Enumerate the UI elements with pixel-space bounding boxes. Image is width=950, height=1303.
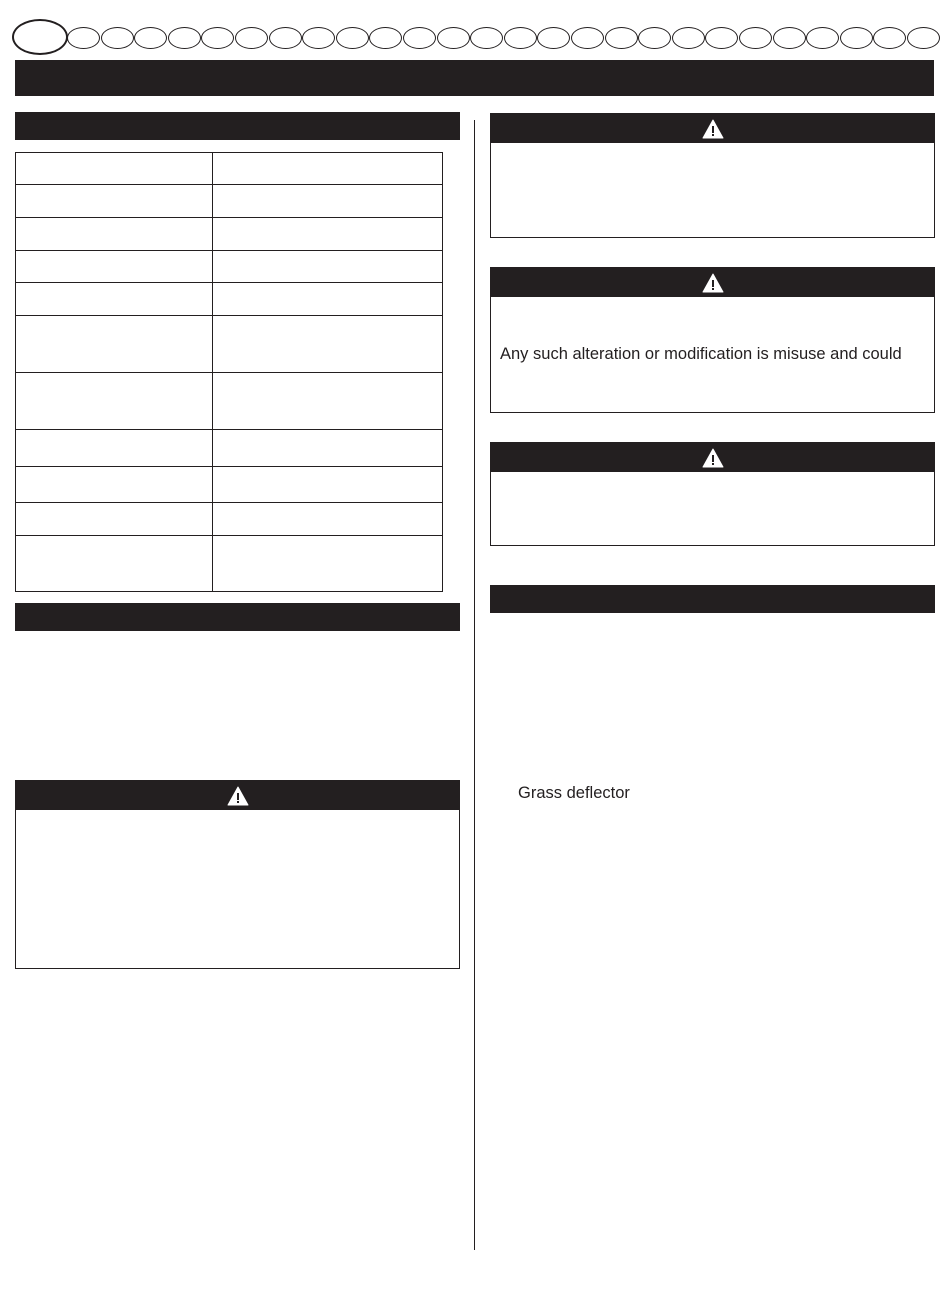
column-divider [474,120,475,1250]
table-cell [16,503,213,536]
table-cell [16,536,213,592]
language-tab[interactable] [571,27,604,49]
table-cell [213,503,443,536]
table-cell [213,153,443,185]
language-tab[interactable] [134,27,167,49]
table-row [16,503,443,536]
table-cell [213,373,443,430]
table-row [16,218,443,251]
warning-triangle-icon [702,273,724,293]
language-tab[interactable] [269,27,302,49]
specifications-table [15,152,443,592]
warning-triangle-icon [702,119,724,139]
language-tab[interactable] [840,27,873,49]
table-cell [213,467,443,503]
language-tab-active[interactable] [12,19,68,55]
section-bar-specifications [15,112,460,140]
table-cell [16,185,213,218]
language-tab[interactable] [168,27,201,49]
table-cell [16,467,213,503]
language-tab[interactable] [873,27,906,49]
warning-box-3 [490,267,935,413]
language-tab[interactable] [705,27,738,49]
language-tab[interactable] [235,27,268,49]
language-tab[interactable] [403,27,436,49]
language-tab[interactable] [638,27,671,49]
warning-box-1 [15,780,460,969]
warning-box-header [491,443,934,472]
page-title-bar [15,60,934,96]
table-row [16,153,443,185]
table-cell [16,373,213,430]
table-row [16,536,443,592]
language-tab[interactable] [67,27,100,49]
feature-item-grass-deflector: Grass deflector [518,784,630,802]
warning-text: Any such alteration or modification is misuse and could [500,345,902,363]
language-tab[interactable] [201,27,234,49]
table-row [16,185,443,218]
language-tab[interactable] [504,27,537,49]
language-tab[interactable] [672,27,705,49]
table-row [16,283,443,316]
language-tab[interactable] [806,27,839,49]
language-tab[interactable] [302,27,335,49]
warning-box-4 [490,442,935,546]
section-bar-intended-use [15,603,460,631]
table-row [16,251,443,283]
table-cell [213,218,443,251]
table-cell [213,316,443,373]
table-cell [16,218,213,251]
language-tab[interactable] [907,27,940,49]
language-tab[interactable] [537,27,570,49]
language-tab[interactable] [101,27,134,49]
warning-box-2 [490,113,935,238]
language-tab[interactable] [605,27,638,49]
table-cell [213,536,443,592]
warning-triangle-icon [702,448,724,468]
table-row [16,430,443,467]
section-bar-features [490,585,935,613]
table-row [16,467,443,503]
language-tabs [12,19,940,59]
table-cell [16,153,213,185]
language-tab[interactable] [470,27,503,49]
language-tab[interactable] [739,27,772,49]
table-cell [213,251,443,283]
warning-box-header [491,114,934,143]
language-tab[interactable] [437,27,470,49]
table-cell [16,430,213,467]
table-cell [213,185,443,218]
warning-box-header [16,781,459,810]
table-cell [16,316,213,373]
table-cell [213,430,443,467]
table-cell [213,283,443,316]
table-cell [16,283,213,316]
warning-triangle-icon [227,786,249,806]
language-tab[interactable] [336,27,369,49]
table-row [16,316,443,373]
table-row [16,373,443,430]
language-tab[interactable] [369,27,402,49]
warning-box-header [491,268,934,297]
table-cell [16,251,213,283]
language-tab[interactable] [773,27,806,49]
